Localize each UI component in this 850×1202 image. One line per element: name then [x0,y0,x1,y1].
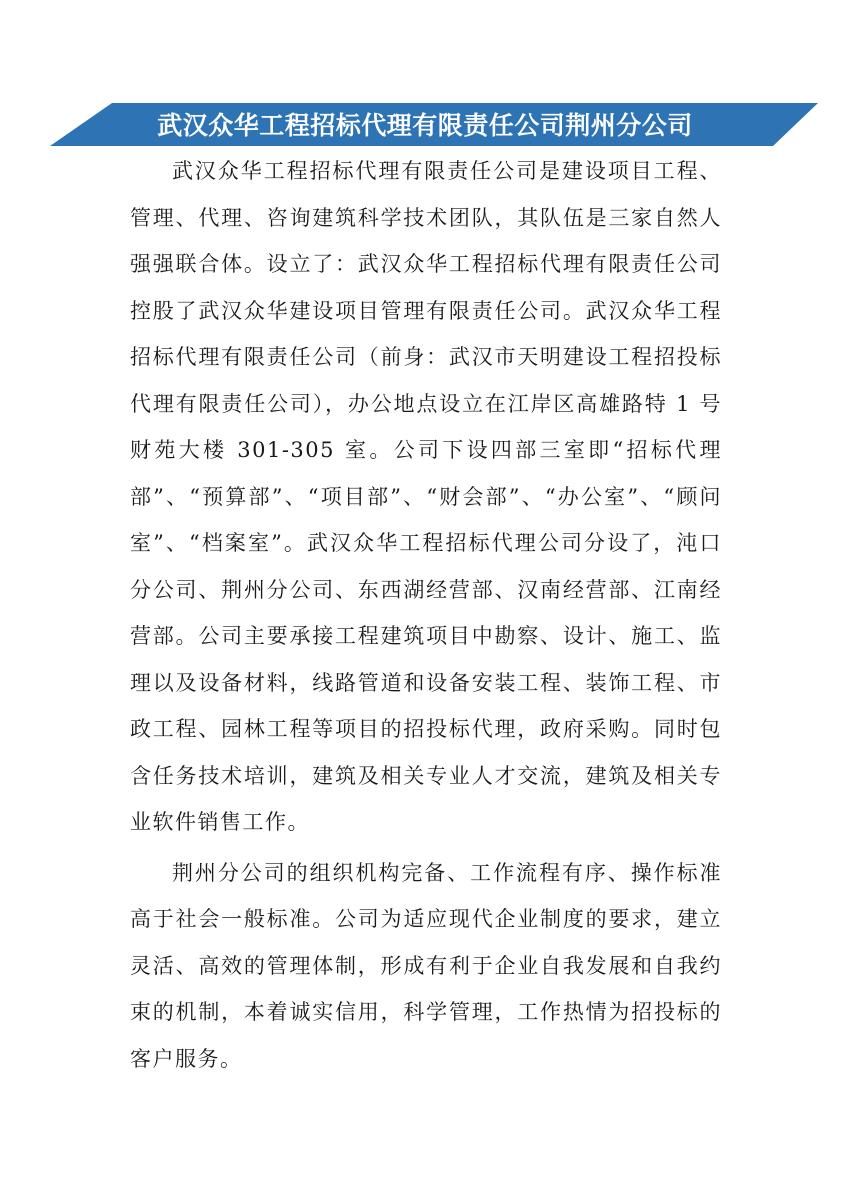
page-title: 武汉众华工程招标代理有限责任公司荆州分公司 [157,111,693,140]
paragraph-branch-description: 荆州分公司的组织机构完备、工作流程有序、操作标准高于社会一般标准。公司为适应现代企业制度的要求，建立灵活、高效的管理体制，形成有利于企业自我发展和自我约束的机制，本着诚实信用，科学管理，工作热情为招投标的客户服务。 [130,860,722,1071]
paragraph-company-intro: 武汉众华工程招标代理有限责任公司是建设项目工程、管理、代理、咨询建筑科学技术团队，其队伍是三家自然人强强联合体。设立了：武汉众华工程招标代理有限责任公司控股了武汉众华建设项目管理有限责任公司。武汉众华工程招标代理有限责任公司（前身：武汉市天明建设工程招投标代理有限责任公司），办公地点设立在江岸区高雄路特 1 号财苑大楼 301-305 室。公司下设四部三室即“招标代理部”、“预算部”、“项目部”、“财会部”、“办公室”、“顾问室”、“档案室”。武汉众华工程招标代理公司分设了，沌口分公司、荆州分公司、东西湖经营部、汉南经营部、江南经营部。公司主要承接工程建筑项目中勘察、设计、施工、监理以及设备材料，线路管道和设备安装工程、装饰工程、市政工程、园林工程等项目的招投标代理，政府采购。同时包含任务技术培训，建筑及相关专业人才交流，建筑及相关专业软件销售工作。 [130,159,722,834]
document-body [130,148,722,1082]
